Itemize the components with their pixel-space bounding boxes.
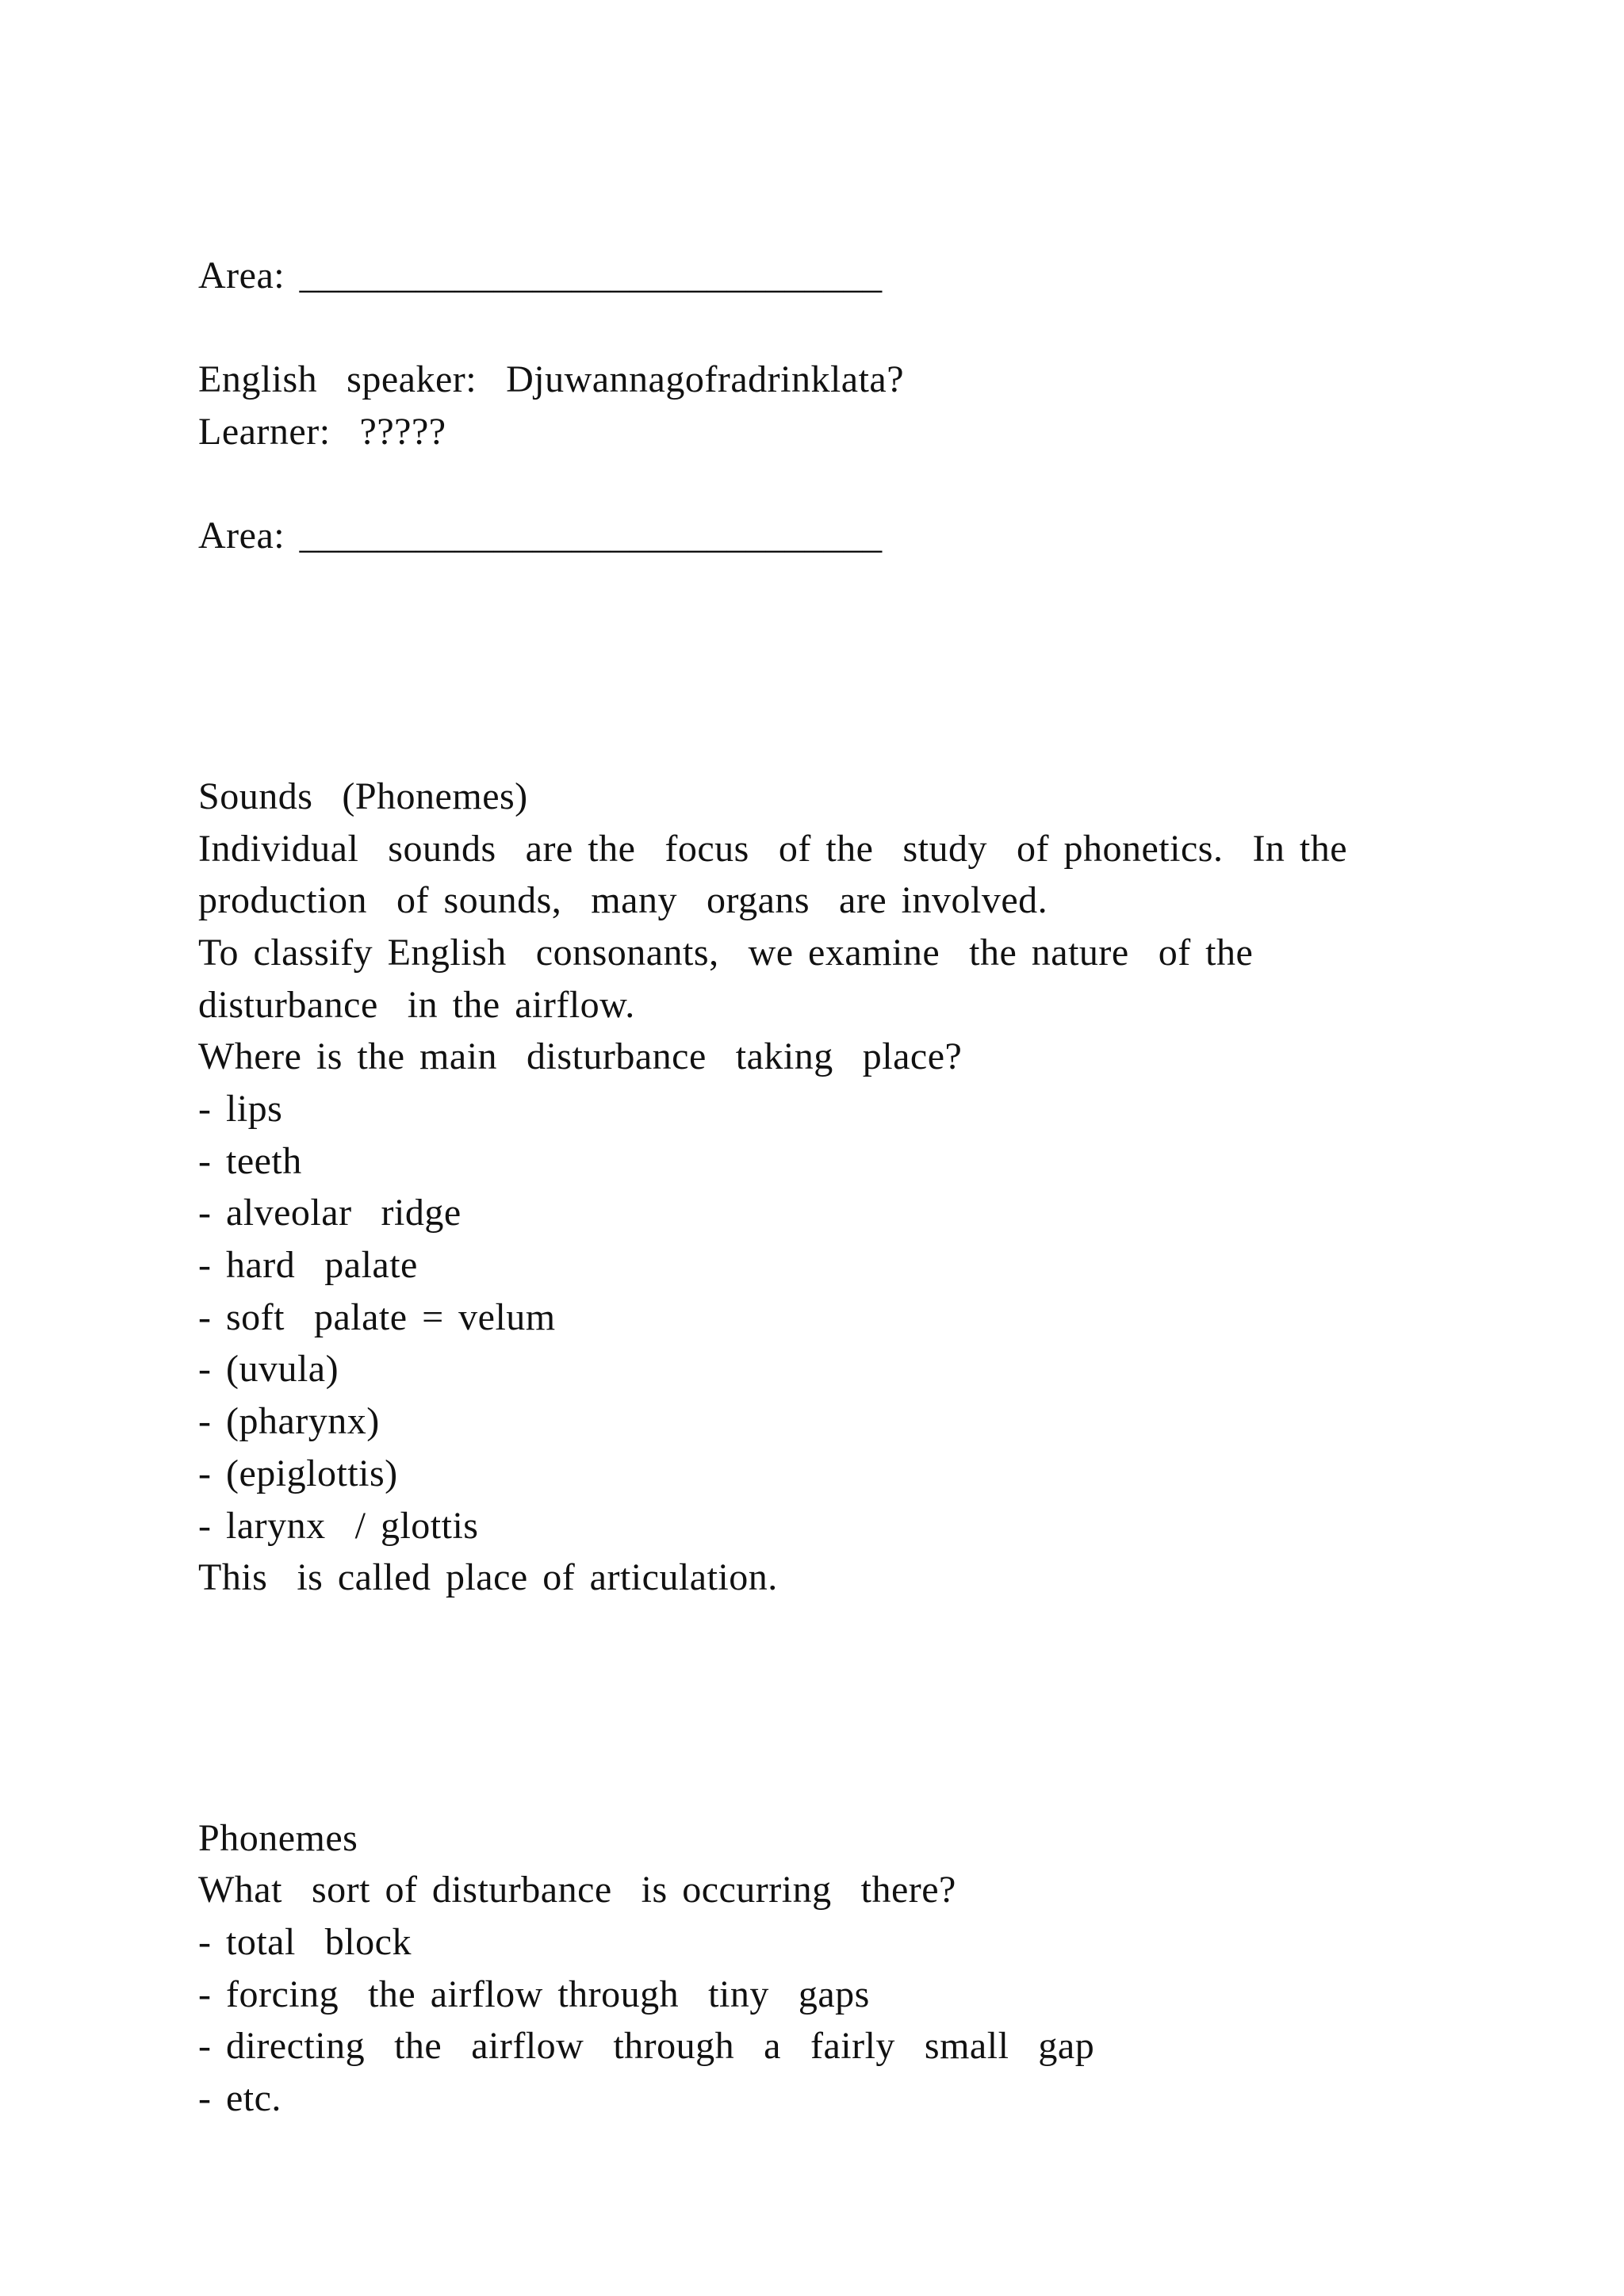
closing-line: This is called place of articulation. — [198, 1556, 778, 1599]
list-item: - (pharynx) — [198, 1400, 380, 1443]
list-item: - forcing the airflow through tiny gaps — [198, 1973, 870, 2015]
list-item: - larynx / glottis — [198, 1504, 479, 1547]
area-blank-2: Area: ______________________________ — [198, 515, 883, 557]
section-heading-sounds: Sounds (Phonemes) — [198, 775, 528, 817]
section-heading-phonemes: Phonemes — [198, 1816, 358, 1859]
list-item: - directing the airflow through a fairly small gap — [198, 2025, 1095, 2068]
paragraph-line: To classify English consonants, we examine the nature of the — [198, 931, 1254, 974]
list-item: - (uvula) — [198, 1348, 339, 1391]
list-item: - lips — [198, 1088, 283, 1131]
list-item: - total block — [198, 1921, 412, 1964]
area-blank-1: Area: ______________________________ — [198, 254, 883, 297]
list-item: - etc. — [198, 2077, 282, 2120]
list-item: - soft palate = velum — [198, 1295, 556, 1338]
document-page — [198, 250, 1546, 2125]
list-item: - teeth — [198, 1139, 302, 1182]
dialogue-learner: Learner: ????? — [198, 411, 446, 453]
paragraph-line: production of sounds, many organs are involved. — [198, 879, 1048, 922]
question-line: What sort of disturbance is occurring there? — [198, 1869, 956, 1911]
list-item: - (epiglottis) — [198, 1452, 398, 1494]
list-item: - alveolar ridge — [198, 1192, 462, 1234]
paragraph-line: Individual sounds are the focus of the study of phonetics. In the — [198, 827, 1348, 870]
dialogue-english-speaker: English speaker: Djuwannagofradrinklata? — [198, 358, 905, 401]
question-line: Where is the main disturbance taking place? — [198, 1035, 963, 1078]
paragraph-line: disturbance in the airflow. — [198, 983, 635, 1026]
list-item: - hard palate — [198, 1244, 418, 1287]
